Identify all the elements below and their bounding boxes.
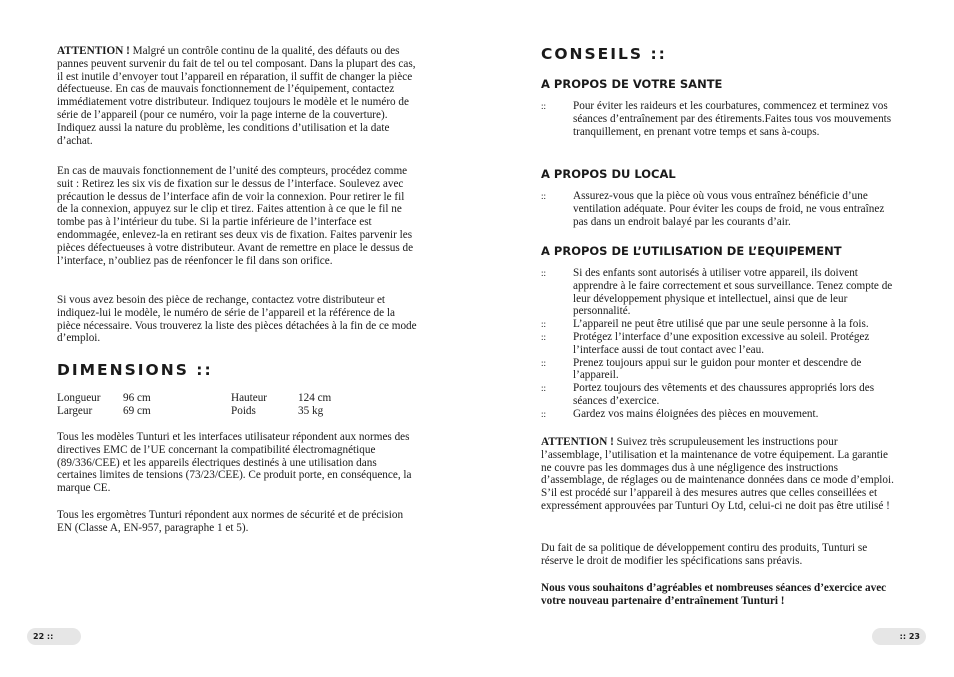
dim-value: 35 kg	[298, 404, 324, 417]
list-item: :: Prenez toujours appui sur le guidon pour monter et descendre de l’appareil.	[541, 356, 862, 382]
dim-value: 96 cm	[123, 392, 151, 404]
room-heading: A PROPOS DU LOCAL	[541, 167, 676, 181]
dimensions-table	[57, 392, 417, 418]
ergometer-standard-paragraph: Tous les ergomètres Tunturi répondent aux normes de sécurité et de précision EN (Classe A, EN-957, paragraphe 1 et 5).	[57, 509, 404, 534]
health-list	[541, 100, 901, 138]
bullet-marker: ::	[541, 191, 547, 201]
table-row	[57, 392, 417, 405]
usage-heading: A PROPOS DE L’UTILISATION DE L’EQUIPEMENT	[541, 244, 842, 258]
bullet-marker: ::	[541, 408, 547, 419]
attention-paragraph	[57, 45, 417, 147]
page-number-left: 22 ::	[27, 628, 81, 645]
bullet-marker: ::	[541, 101, 547, 111]
list-item: :: Portez toujours des vêtements et des chaussures appropriés lors des séances d’exercice.	[541, 382, 875, 407]
table-row	[57, 405, 417, 418]
room-list	[541, 190, 901, 228]
list-item: :: Assurez-vous que la pièce où vous vous entraînez bénéficie d’une ventilation adéquate. Pour éviter les coups de froid, ne vous entraînez pas dans un endroit balayé par les courants d’air.	[541, 190, 885, 228]
development-paragraph: Du fait de sa politique de développement contiru des produits, Tunturi se réserve le droit de modifier les spécifications sans préavis.	[541, 542, 868, 567]
meter-repair-paragraph: En cas de mauvais fonctionnement de l’unité des compteurs, procédez comme suit : Retirez les six vis de fixation sur le dessus de l’interface. Soulevez avec précaution le dessus de l’interface afin de voir la connexion. Pour retirer le fil de la connexion, appuyez sur le clip et tirez. Faites attention à ce que le fil ne tombe pas à l’intérieur du tube. Si la partie inférieure de l’interface est endommagée, enlevez-la en retirant ses deux vis de fixation. Faites parvenir les pièces défectueuses à votre distributeur. Avant de remettre en place le dessus de l’interface, n’oubliez pas de réenfoncer le fil dans son orifice.	[57, 165, 414, 267]
usage-list	[541, 267, 901, 421]
bullet-marker: ::	[541, 319, 547, 330]
warranty-paragraph	[541, 436, 901, 513]
attention-text: Malgré un contrôle continu de la qualité, des défauts ou des pannes peuvent survenir du fait de tel ou tel composant. Dans la plupart des cas, il est inutile d’envoyer tout l’appareil en réparation, il suffit de changer la pièce défectueuse. En cas de mauvais fonctionnement de l’équipement, contactez immédiatement votre distributeur. Indiquez toujours le modèle et le numéro de série de l’appareil (pour ce numéro, voir la page interne de la couverture). Indiquez aussi la nature du problème, les conditions d’utilisation et la date d’achat.	[57, 45, 416, 147]
dimensions-heading: DIMENSIONS ::	[57, 361, 213, 379]
bullet-marker: ::	[541, 331, 547, 342]
dim-value: 69 cm	[123, 404, 151, 417]
conseils-heading: CONSEILS ::	[541, 45, 667, 63]
list-item: :: Pour éviter les raideurs et les courbatures, commencez et terminez vos séances d’entraînement par des étirements.Faites tous vos mouvements tranquillement, en prenant votre temps et sans à-coups.	[541, 100, 892, 138]
health-heading: A PROPOS DE VOTRE SANTE	[541, 77, 723, 91]
dim-label: Longueur	[57, 392, 101, 404]
ce-compliance-paragraph: Tous les modèles Tunturi et les interfaces utilisateur répondent aux normes des directives EMC de l’UE concernant la compatibilité électromagnétique (89/336/CEE) et les appareils électriques destinés à une utilisation dans certaines limites de tensions (73/23/CEE). Ce produit porte, en conséquence, la marque CE.	[57, 431, 412, 495]
bullet-marker: ::	[541, 268, 547, 278]
dim-label: Hauteur	[231, 392, 268, 404]
bullet-marker: ::	[541, 357, 547, 368]
list-item: :: Si des enfants sont autorisés à utiliser votre appareil, ils doivent apprendre à le faire correctement et sous surveillance. Tenez compte de leur développement physique et intellectuel, ainsi que de leur personnalité.	[541, 267, 893, 318]
list-item: :: Gardez vos mains éloignées des pièces en mouvement.	[541, 407, 819, 420]
attention-text: Suivez très scrupuleusement les instructions pour l’assemblage, l’utilisation et la maintenance de votre équipement. La garantie ne couvre pas les dommages dus à une négligence des instructions d’assemblage, de réglages ou de maintenance données dans ce mode d’emploi. S’il est procédé sur l’appareil à des mesures autres que celles conseillées et expressément approuvées par Tunturi Oy Ltd, celui-ci ne doit pas être utilisé !	[541, 436, 894, 512]
spare-parts-paragraph: Si vous avez besoin des pièce de rechange, contactez votre distributeur et indiquez-lui le modèle, le numéro de série de l’appareil et la référence de la pièce nécessaire. Vous trouverez la liste des pièces détachées à la fin de ce mode d’emploi.	[57, 294, 417, 345]
attention-lead: ATTENTION !	[541, 436, 614, 448]
bullet-marker: ::	[541, 383, 547, 394]
attention-lead: ATTENTION !	[57, 45, 130, 57]
list-item: :: Protégez l’interface d’une exposition excessive au soleil. Protégez l’interface aussi de tout contact avec l’eau.	[541, 330, 870, 356]
closing-paragraph: Nous vous souhaitons d’agréables et nombreuses séances d’exercice avec votre nouveau partenaire d’entraînement Tunturi !	[541, 582, 887, 607]
dim-value: 124 cm	[298, 392, 332, 404]
dim-label: Poids	[231, 404, 256, 417]
page-number-right: :: 23	[872, 628, 926, 645]
list-item: :: L’appareil ne peut être utilisé que par une seule personne à la fois.	[541, 318, 869, 331]
dim-label: Largeur	[57, 404, 93, 417]
